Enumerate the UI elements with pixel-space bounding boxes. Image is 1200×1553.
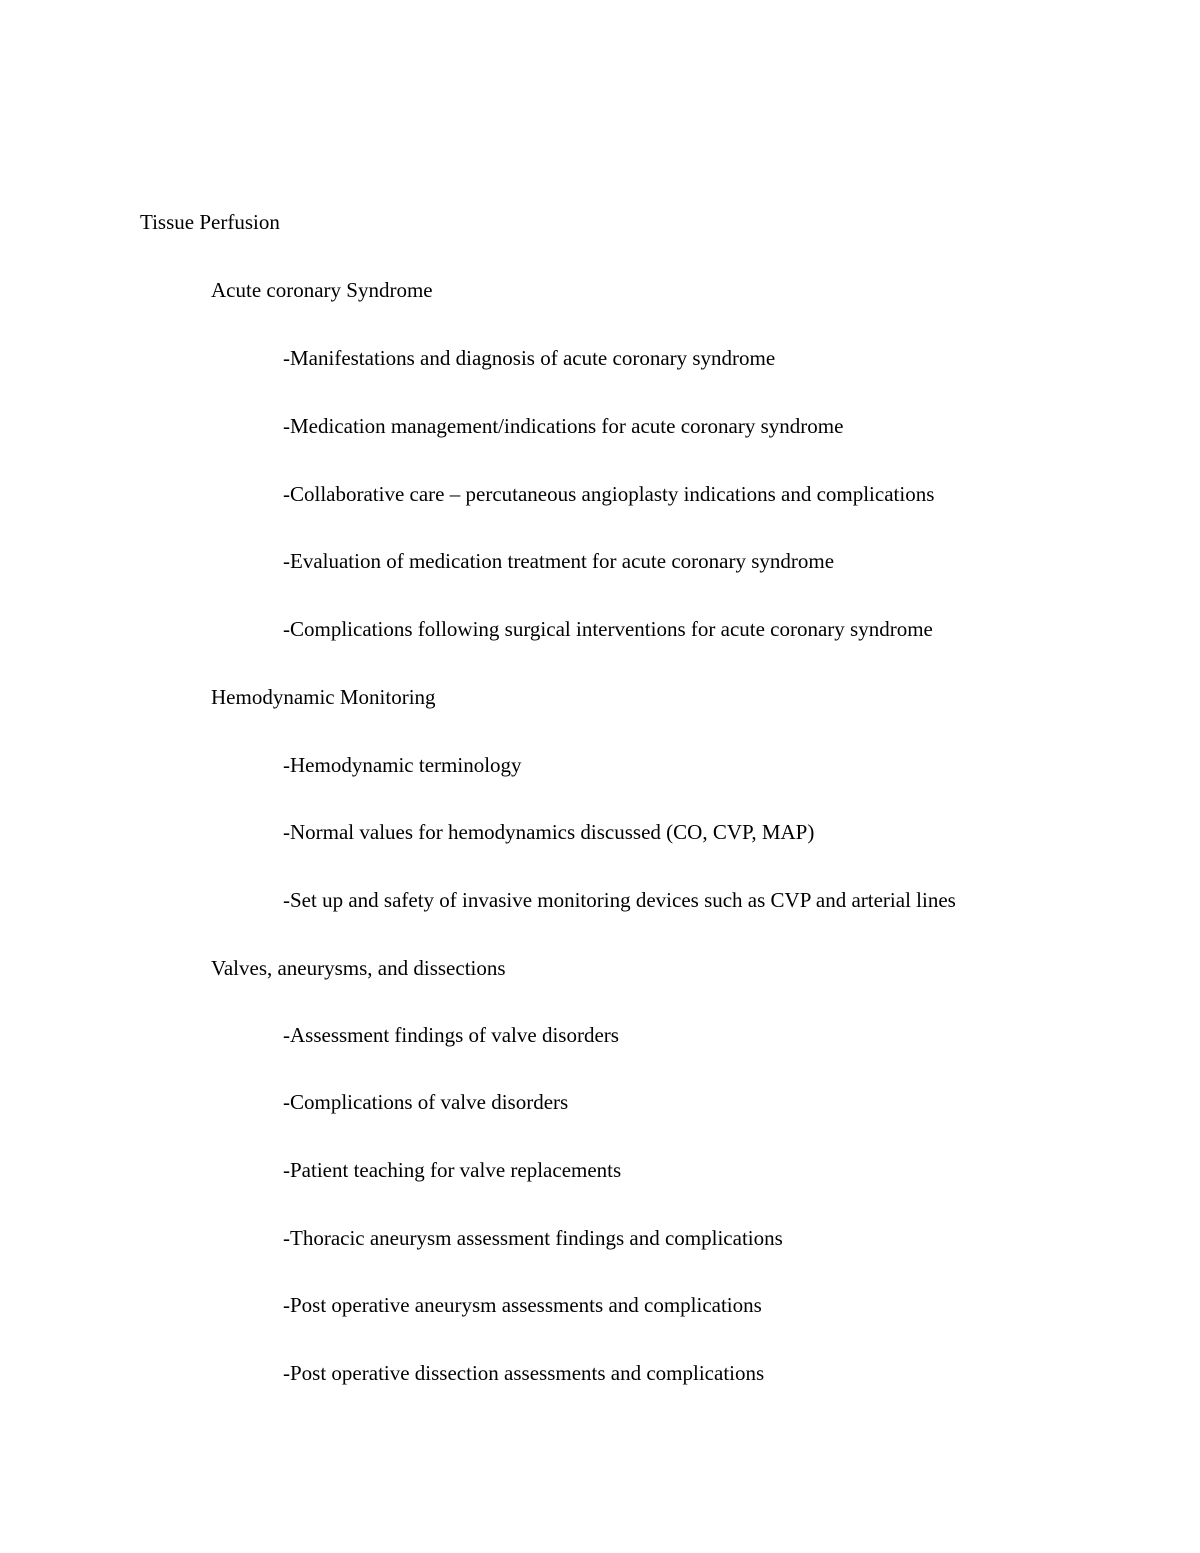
document-title: Tissue Perfusion bbox=[140, 210, 280, 234]
list-item: -Post operative aneurysm assessments and complications bbox=[283, 1293, 762, 1317]
list-item: -Post operative dissection assessments and complications bbox=[283, 1361, 765, 1385]
list-item: -Medication management/indications for acute coronary syndrome bbox=[283, 414, 844, 438]
list-item: -Hemodynamic terminology bbox=[283, 753, 522, 777]
list-item: -Normal values for hemodynamics discussed (CO, CVP, MAP) bbox=[283, 820, 815, 844]
list-item: -Patient teaching for valve replacements bbox=[283, 1158, 622, 1182]
section-heading-valves-aneurysms-dissections: Valves, aneurysms, and dissections bbox=[211, 956, 506, 980]
list-item: -Set up and safety of invasive monitoring devices such as CVP and arterial lines bbox=[283, 888, 956, 912]
list-item: -Complications of valve disorders bbox=[283, 1090, 569, 1114]
section-heading-hemodynamic-monitoring: Hemodynamic Monitoring bbox=[211, 685, 436, 709]
list-item: -Thoracic aneurysm assessment findings and complications bbox=[283, 1226, 783, 1250]
list-item: -Assessment findings of valve disorders bbox=[283, 1023, 619, 1047]
section-heading-acute-coronary-syndrome: Acute coronary Syndrome bbox=[211, 278, 433, 302]
list-item: -Complications following surgical interventions for acute coronary syndrome bbox=[283, 617, 933, 641]
list-item: -Collaborative care – percutaneous angioplasty indications and complications bbox=[283, 482, 935, 506]
list-item: -Evaluation of medication treatment for acute coronary syndrome bbox=[283, 549, 835, 573]
list-item: -Manifestations and diagnosis of acute coronary syndrome bbox=[283, 346, 776, 370]
